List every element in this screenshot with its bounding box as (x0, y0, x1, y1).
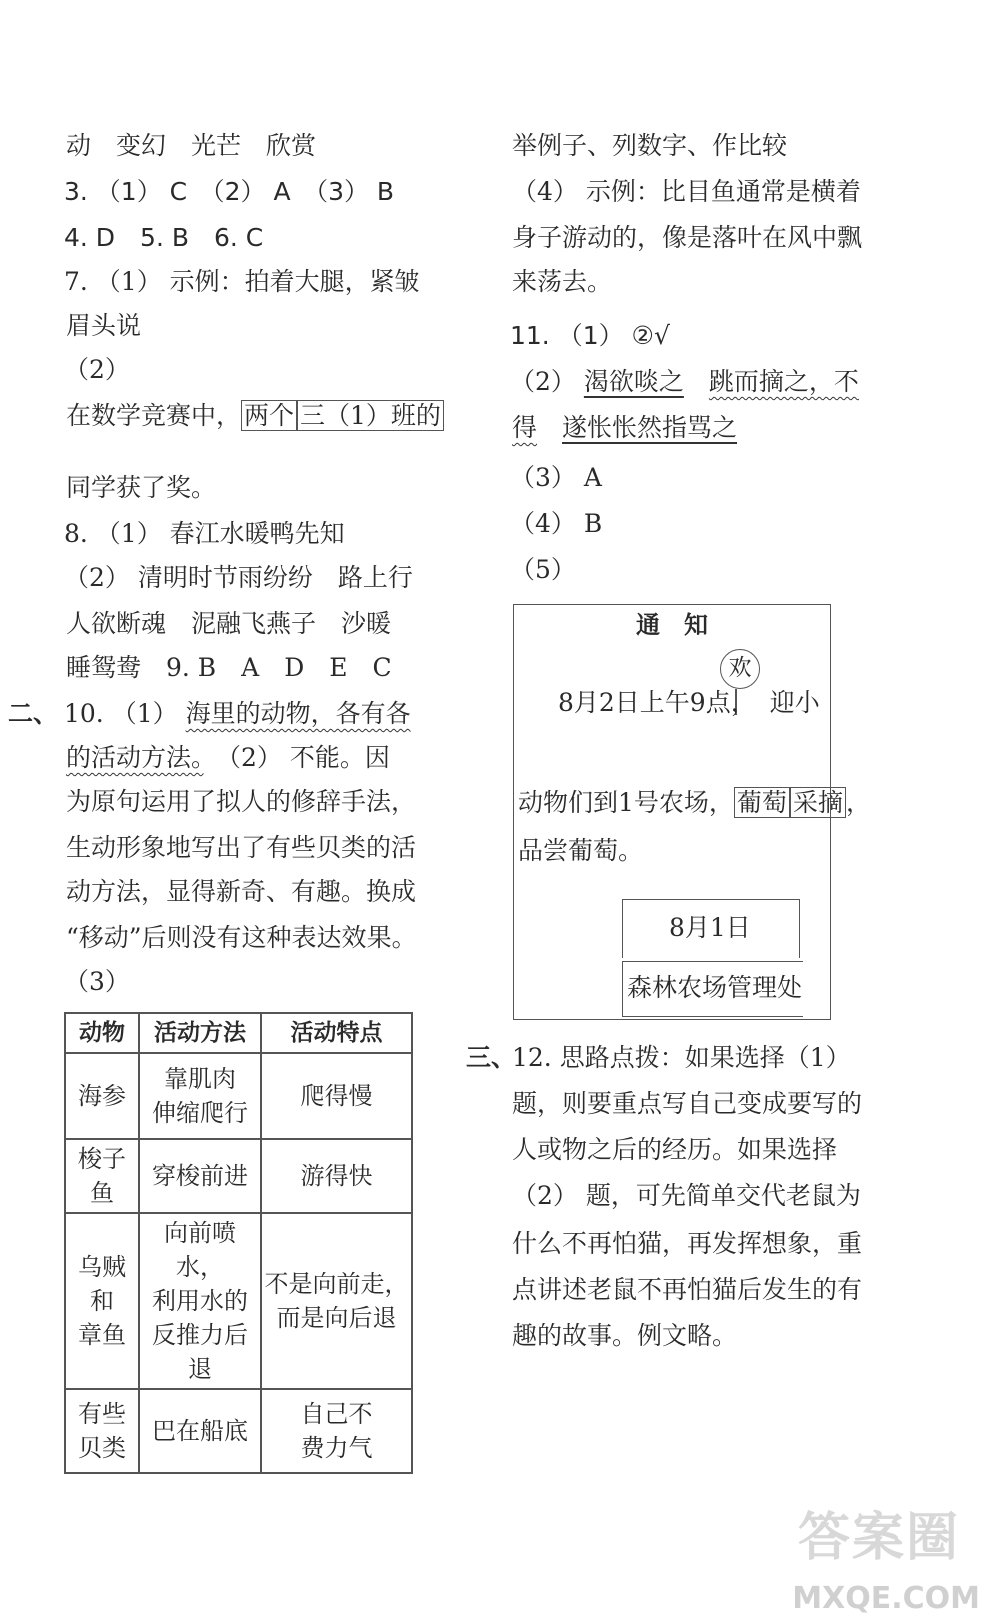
answer-line: 眉头说 (66, 311, 142, 340)
notice-text: ， (845, 788, 871, 817)
boxed-word: 三（1）班的 (297, 400, 444, 431)
section-heading: 三、 (466, 1043, 517, 1072)
animal-activity-table (64, 1012, 413, 1474)
table-cell: 游得快 (261, 1139, 412, 1213)
answer-line: 人或物之后的经历。如果选择 (512, 1135, 838, 1164)
answer-line: 8. （1） 春江水暖鸭先知 (64, 519, 345, 548)
answer-line: （4） 示例：比目鱼通常是横着 (512, 177, 861, 206)
table-row (65, 1389, 412, 1473)
sentence-part (537, 413, 562, 442)
answer-line: 生动形象地写出了有些贝类的活 (66, 833, 417, 862)
wavy-underlined-text: 跳而摘之，不 (708, 367, 859, 396)
watermark-url: MXQE.COM (792, 1581, 980, 1616)
answer-line: 动 变幻 光芒 欣赏 (66, 131, 317, 160)
answer-line: 为原句运用了拟人的修辞手法， (66, 787, 417, 816)
sentence-part: 10. （1） (64, 699, 186, 728)
answer-line: （5） (510, 555, 576, 584)
answer-line (66, 740, 390, 776)
answer-line: 趣的故事。例文略。 (512, 1321, 738, 1350)
signer-box (622, 961, 803, 1017)
notice-text: 8月2日上午9点， (558, 688, 756, 717)
answer-line (512, 410, 737, 446)
wavy-underlined-text: 海里的动物，各有各 (185, 699, 411, 728)
underlined-text: 遂怅怅然指骂之 (562, 413, 738, 442)
answer-line: “移动”后则没有这种表达效果。 (66, 923, 417, 952)
answer-line (510, 364, 859, 400)
answer-line: 人欲断魂 泥融飞燕子 沙暖 (66, 609, 392, 638)
answer-line: （3） (64, 967, 130, 996)
answer-line: （3） A (510, 463, 602, 492)
answer-line: （2） 清明时节雨纷纷 路上行 (64, 563, 413, 592)
table-row (65, 1213, 412, 1389)
table-cell: 向前喷水， 利用水的 反推力后退 (139, 1213, 261, 1389)
answer-line: （4） B (510, 509, 603, 538)
answer-line: 同学获了奖。 (66, 473, 217, 502)
answer-line: 4. D 5. B 6. C (64, 223, 264, 252)
table-row (65, 1139, 412, 1213)
table-cell: 穿梭前进 (139, 1139, 261, 1213)
column-header: 活动特点 (261, 1013, 412, 1053)
notice-box (513, 604, 871, 1020)
answer-line: 什么不再怕猫，再发挥想象，重 (512, 1229, 863, 1258)
sentence-part: （2） 不能。因 (203, 743, 390, 772)
column-header: 动物 (65, 1013, 139, 1053)
answer-line: 身子游动的，像是落叶在风中飘 (512, 223, 863, 252)
sentence-part: 在数学竞赛中， (66, 401, 242, 430)
wavy-underlined-text: 的活动方法。 (66, 743, 204, 772)
table-cell: 靠肌肉 伸缩爬行 (139, 1053, 261, 1139)
notice-text: 迎小 (769, 688, 820, 717)
answer-line: 睡鸳鸯 9. B A D E C (66, 653, 392, 682)
answer-line: 举例子、列数字、作比较 (512, 131, 788, 160)
insertion-mark: 欢 (720, 649, 760, 689)
notice-line (558, 685, 820, 721)
table-cell: 乌贼和 章鱼 (65, 1213, 139, 1389)
answer-line: 来荡去。 (512, 267, 613, 296)
notice-text: 动物们到1号农场， (518, 788, 734, 817)
notice-line: 品尝葡萄。 (518, 836, 644, 865)
answer-line: 3. （1） C （2） A （3） B (64, 177, 395, 206)
table-header-row (65, 1013, 412, 1053)
table-row (65, 1053, 412, 1139)
notice-signer: 森林农场管理处 (627, 973, 803, 1002)
table-cell: 不是向前走， 而是向后退 (261, 1213, 412, 1389)
answer-line: 7. （1） 示例：拍着大腿，紧皱 (64, 267, 420, 296)
corrected-sentence (66, 398, 444, 434)
answer-line (64, 696, 411, 732)
table-cell: 有些 贝类 (65, 1389, 139, 1473)
answer-line: （2） 题，可先简单交代老鼠为 (512, 1181, 861, 1210)
sentence-part: （2） (510, 367, 584, 396)
table-cell: 海参 (65, 1053, 139, 1139)
boxed-word: 葡萄 (734, 787, 790, 818)
table-cell: 自己不 费力气 (261, 1389, 412, 1473)
table-cell: 巴在船底 (139, 1389, 261, 1473)
notice-title: 通 知 (636, 611, 708, 639)
notice-date: 8月1日 (669, 913, 751, 942)
answer-line: 12. 思路点拨：如果选择（1） (512, 1043, 851, 1072)
answer-line: 点讲述老鼠不再怕猫后发生的有 (512, 1275, 863, 1304)
answer-line: 11. （1） ②√ (510, 321, 670, 350)
sentence-part (684, 367, 709, 396)
table-cell: 梭子鱼 (65, 1139, 139, 1213)
notice-line (518, 785, 871, 821)
underlined-text: 渴欲啖之 (583, 367, 684, 396)
boxed-word: 采摘 (790, 787, 846, 818)
date-box (622, 899, 800, 958)
answer-line: （2） (64, 355, 130, 384)
section-heading: 二、 (8, 699, 59, 728)
table-cell: 爬得慢 (261, 1053, 412, 1139)
watermark-logo: 答案圈 (797, 1508, 960, 1568)
boxed-word: 两个 (241, 400, 297, 431)
column-header: 活动方法 (139, 1013, 261, 1053)
answer-line: 题，则要重点写自己变成要写的 (512, 1089, 863, 1118)
answer-line: 动方法，显得新奇、有趣。换成 (66, 877, 417, 906)
wavy-underlined-text: 得 (512, 413, 538, 442)
